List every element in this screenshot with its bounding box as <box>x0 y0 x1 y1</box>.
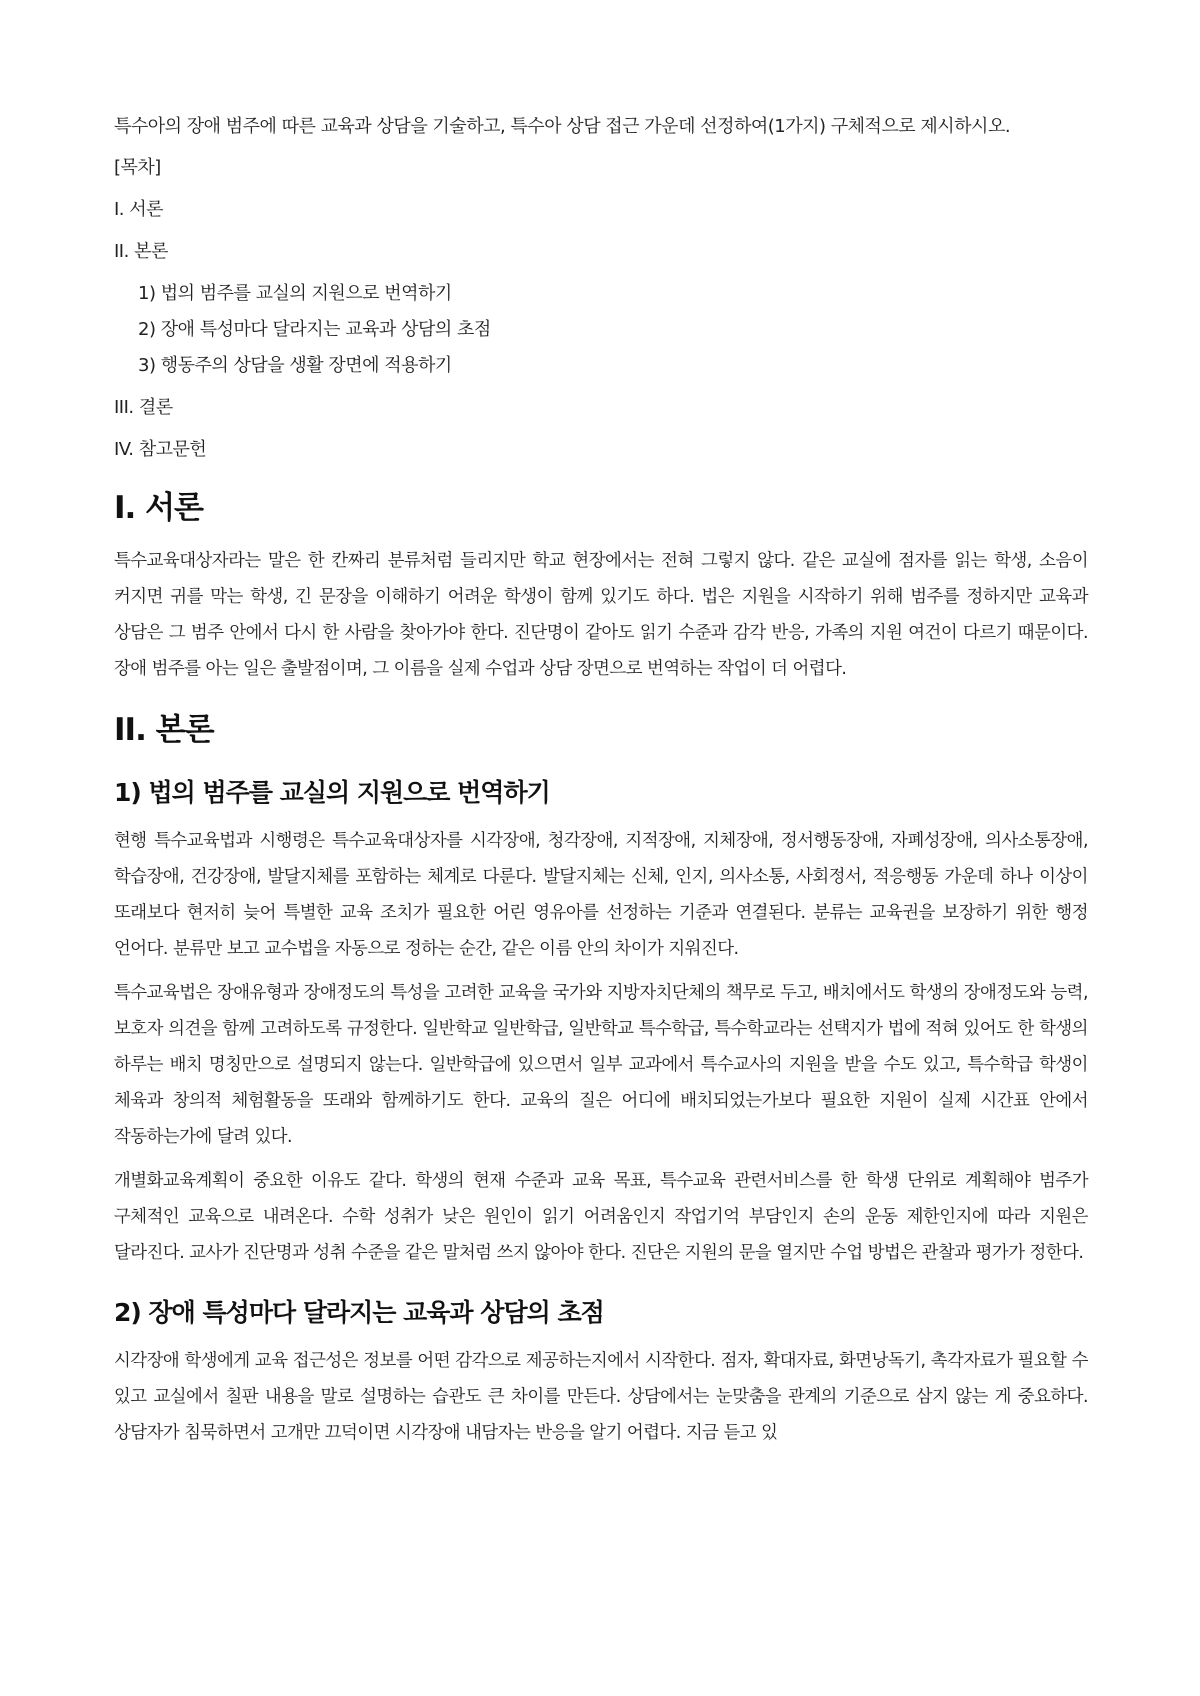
toc-heading: [목차] <box>114 157 161 178</box>
toc-item-body-1: 1) 법의 범주를 교실의 지원으로 번역하기 <box>138 283 452 304</box>
section-1-paragraph-2: 특수교육법은 장애유형과 장애정도의 특성을 고려한 교육을 국가와 지방자치단체의 책무로 두고, 배치에서도 학생의 장애정도와 능력, 보호자 의견을 함께 고려하도록 규정한다. 일반학교 일반학급, 일반학교 특수학급, 특수학교라는 선택지가 법에 적혀 있어도 한 학생의 하루는 배치 명칭만으로 설명되지 않는다. 일반학급에 있으면서 일부 교과에서 특수교사의 지원을 받을 수도 있고, 특수학급 학생이 체육과 창의적 체험활동을 또래와 함께하기도 한다. 교육의 질은 어디에 배치되었는가보다 필요한 지원이 실제 시간표 안에서 작동하는가에 달려 있다. <box>114 983 1088 1147</box>
toc-item-body-3: 3) 행동주의 상담을 생활 장면에 적용하기 <box>138 355 452 376</box>
toc-item-references: IV. 참고문헌 <box>114 439 207 460</box>
toc-item-body-2: 2) 장애 특성마다 달라지는 교육과 상담의 초점 <box>138 319 491 340</box>
toc-item-intro: I. 서론 <box>114 199 164 220</box>
section-1-paragraph-1: 현행 특수교육법과 시행령은 특수교육대상자를 시각장애, 청각장애, 지적장애, 지체장애, 정서행동장애, 자폐성장애, 의사소통장애, 학습장애, 건강장애, 발달지체를 포함하는 체계로 다룬다. 발달지체는 신체, 인지, 의사소통, 사회정서, 적응행동 가운데 하나 이상이 또래보다 현저히 늦어 특별한 교육 조치가 필요한 어린 영유아를 선정하는 기준과 연결된다. 분류는 교육권을 보장하기 위한 행정 언어다. 분류만 보고 교수법을 자동으로 정하는 순간, 같은 이름 안의 차이가 지워진다. <box>114 831 1088 959</box>
toc-item-conclusion: III. 결론 <box>114 397 173 418</box>
intro-paragraph: 특수교육대상자라는 말은 한 칸짜리 분류처럼 들리지만 학교 현장에서는 전혀 그렇지 않다. 같은 교실에 점자를 읽는 학생, 소음이 커지면 귀를 막는 학생, 긴 문장을 이해하기 어려운 학생이 함께 있기도 하다. 법은 지원을 시작하기 위해 범주를 정하지만 교육과 상담은 그 범주 안에서 다시 한 사람을 찾아가야 한다. 진단명이 같아도 읽기 수준과 감각 반응, 가족의 지원 여건이 다르기 때문이다. 장애 범주를 아는 일은 출발점이며, 그 이름을 실제 수업과 상담 장면으로 번역하는 작업이 더 어렵다. <box>114 551 1088 679</box>
section-1-paragraph-3: 개별화교육계획이 중요한 이유도 같다. 학생의 현재 수준과 교육 목표, 특수교육 관련서비스를 한 학생 단위로 계획해야 범주가 구체적인 교육으로 내려온다. 수학 성취가 낮은 원인이 읽기 어려움인지 작업기억 부담인지 손의 운동 제한인지에 따라 지원은 달라진다. 교사가 진단명과 성취 수준을 같은 말처럼 쓰지 않아야 한다. 진단은 지원의 문을 열지만 수업 방법은 관찰과 평가가 정한다. <box>114 1171 1088 1263</box>
intro-heading: I. 서론 <box>114 490 203 526</box>
toc-item-body: II. 본론 <box>114 241 168 262</box>
section-2-heading: 2) 장애 특성마다 달라지는 교육과 상담의 초점 <box>114 1298 604 1327</box>
table-of-contents <box>114 153 1088 465</box>
section-1-heading: 1) 법의 범주를 교실의 지원으로 번역하기 <box>114 778 550 807</box>
section-2-paragraph-1: 시각장애 학생에게 교육 접근성은 정보를 어떤 감각으로 제공하는지에서 시작한다. 점자, 확대자료, 화면낭독기, 촉각자료가 필요할 수 있고 교실에서 칠판 내용을 말로 설명하는 습관도 큰 차이를 만든다. 상담에서는 눈맞춤을 관계의 기준으로 삼지 않는 게 중요하다. 상담자가 침묵하면서 고개만 끄덕이면 시각장애 내담자는 반응을 알기 어렵다. 지금 듣고 있 <box>114 1351 1088 1443</box>
assignment-prompt: 특수아의 장애 범주에 따른 교육과 상담을 기술하고, 특수아 상담 접근 가운데 선정하여(1가지) 구체적으로 제시하시오. <box>114 116 1011 137</box>
body-heading: II. 본론 <box>114 712 214 748</box>
